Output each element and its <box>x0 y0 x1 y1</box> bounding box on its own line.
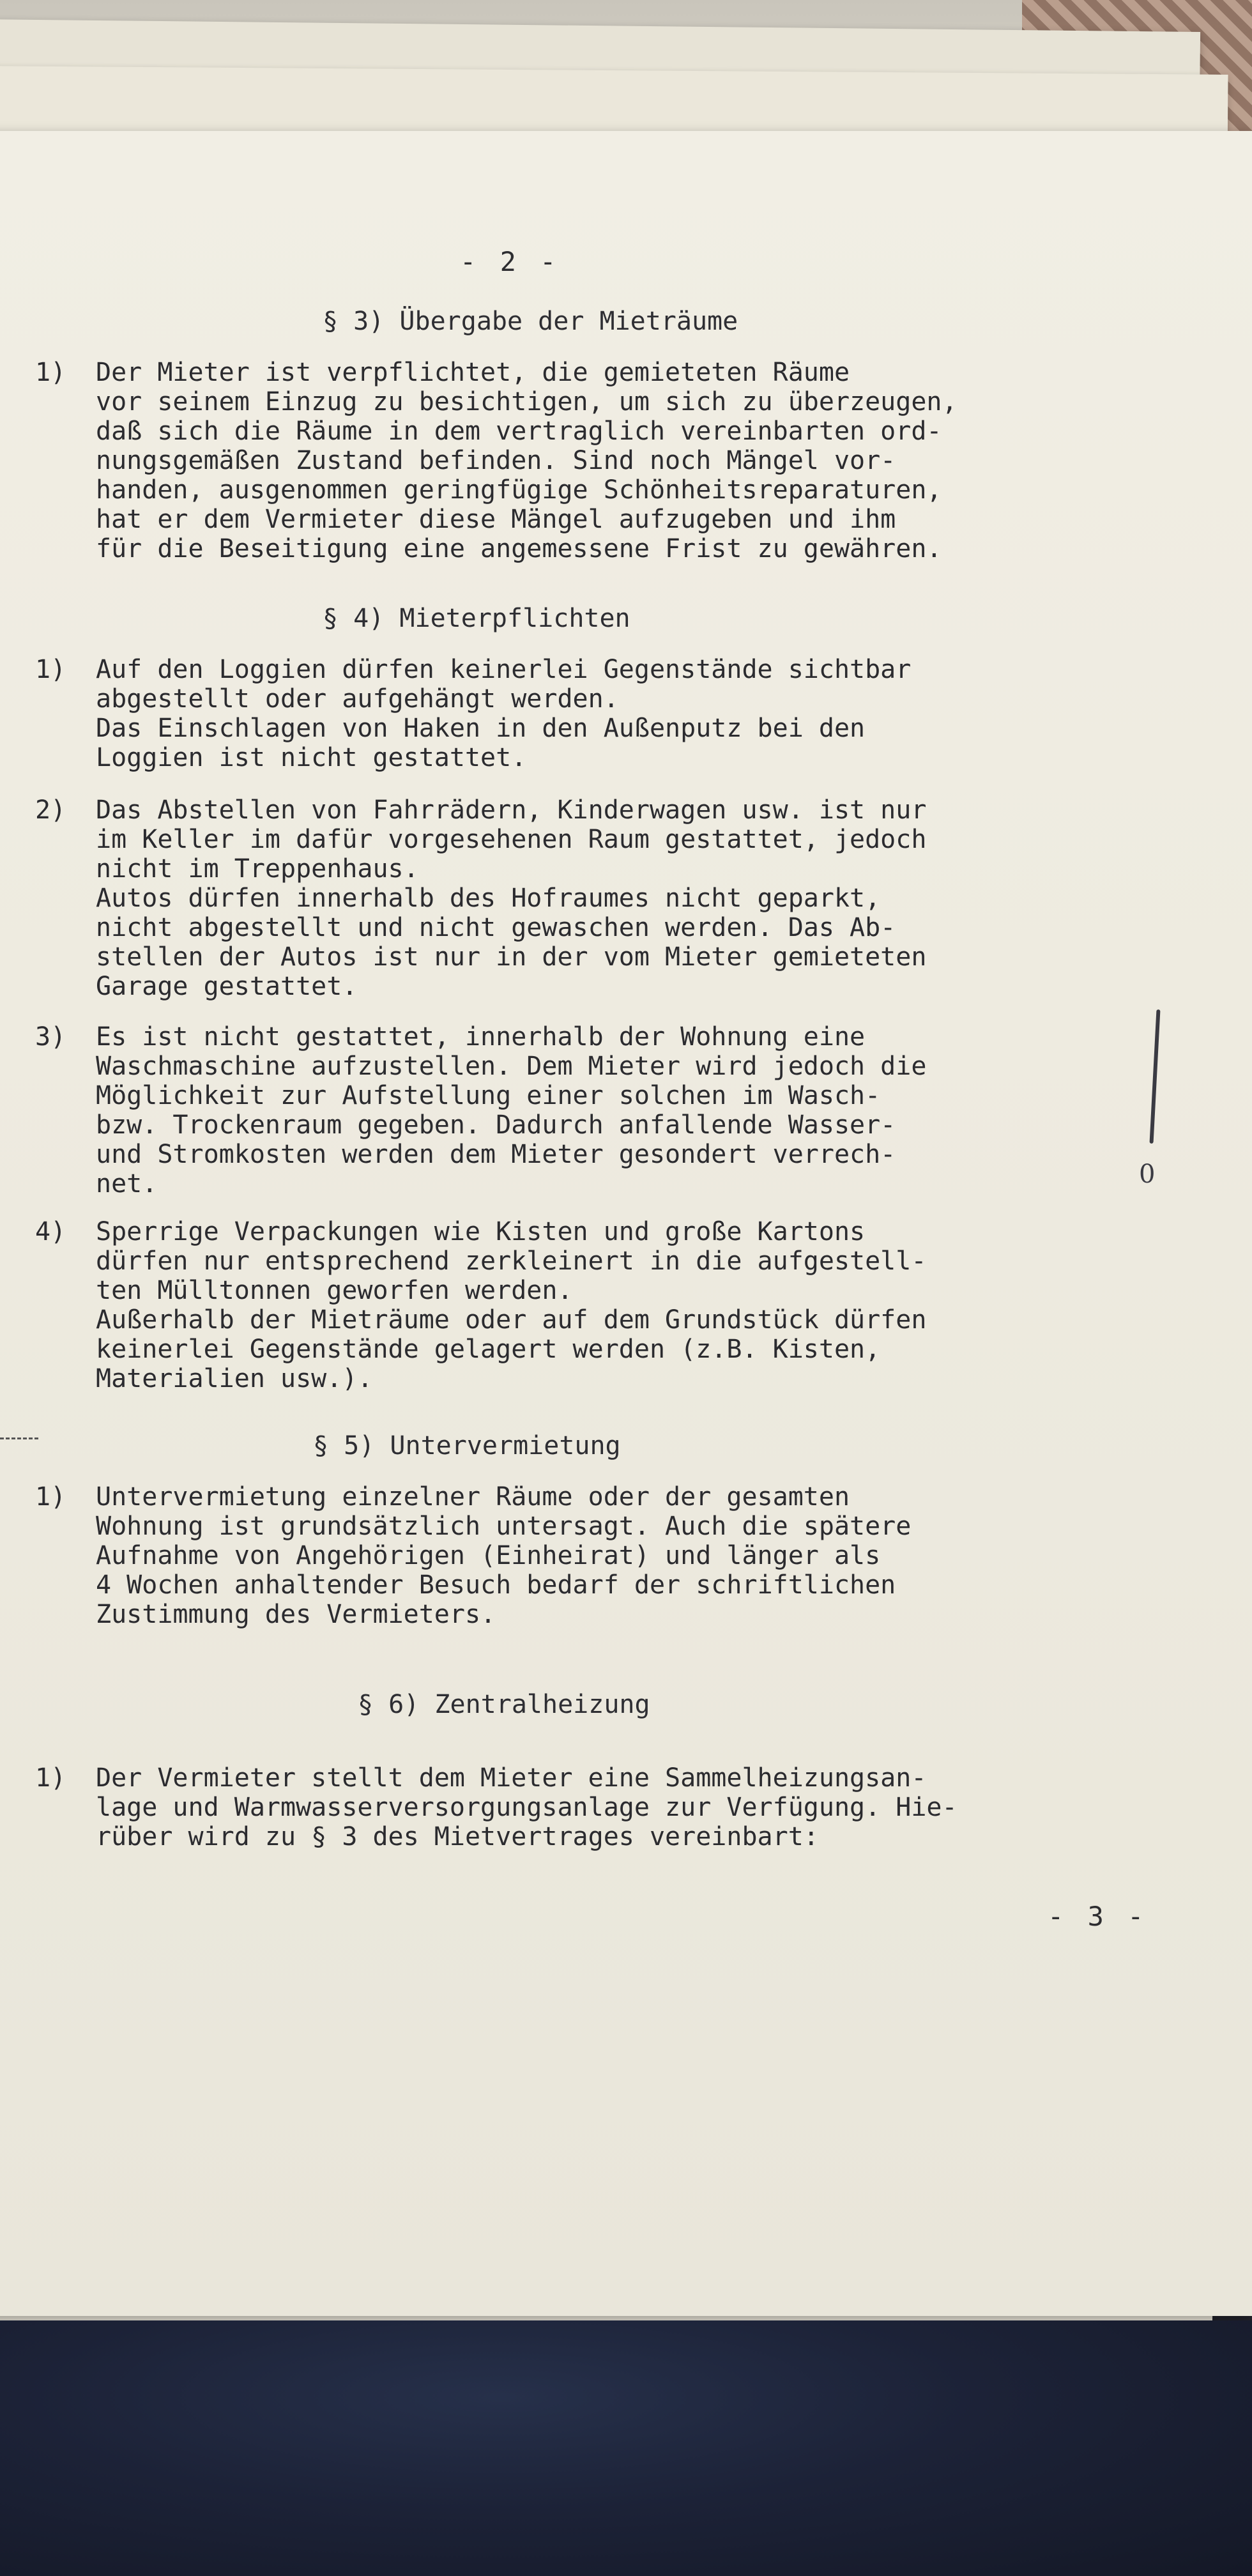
text-line: Wohnung ist grundsätzlich untersagt. Auch die spätere <box>96 1512 912 1541</box>
text-line: net. <box>96 1169 158 1199</box>
paragraph-4-3 <box>35 1022 1195 1199</box>
text-line: Möglichkeit zur Aufstellung einer solchen im Wasch- <box>96 1081 881 1110</box>
text-line: Materialien usw.). <box>96 1364 373 1393</box>
paragraph-5-1 <box>35 1482 1195 1629</box>
text-line: nungsgemäßen Zustand befinden. Sind noch Mängel vor- <box>96 446 896 475</box>
text-line: Sperrige Verpackungen wie Kisten und große Kartons <box>96 1217 866 1246</box>
text-line: hat er dem Vermieter diese Mängel aufzugeben und ihm <box>96 505 896 534</box>
text-line: stellen der Autos ist nur in der vom Mieter gemieteten <box>96 942 927 972</box>
text-line: keinerlei Gegenstände gelagert werden (z.B. Kisten, <box>96 1335 881 1364</box>
text-line: Der Mieter ist verpflichtet, die gemieteten Räume <box>96 358 850 387</box>
text-line: Loggien ist nicht gestattet. <box>96 743 527 772</box>
next-page-indicator: - 3 - <box>1048 1901 1148 1932</box>
text-line: lage und Warmwasserversorgungsanlage zur Verfügung. Hie- <box>96 1793 958 1822</box>
text-line: handen, ausgenommen geringfügige Schönheitsreparaturen, <box>96 475 942 505</box>
text-line: Das Einschlagen von Haken in den Außenputz bei den <box>96 714 866 743</box>
text-line: Es ist nicht gestattet, innerhalb der Wohnung eine <box>96 1022 866 1052</box>
text-line: Garage gestattet. <box>96 972 358 1001</box>
background-fabric-bottom <box>0 2320 1252 2576</box>
section-heading-6: § 6) Zentralheizung <box>358 1690 650 1719</box>
text-line: Außerhalb der Mieträume oder auf dem Grundstück dürfen <box>96 1305 927 1335</box>
text-line: 4 Wochen anhaltender Besuch bedarf der schriftlichen <box>96 1570 896 1600</box>
paragraph-number: 1) <box>35 655 66 684</box>
handwritten-margin-mark: 0 <box>1139 1160 1156 1189</box>
text-line: dürfen nur entsprechend zerkleinert in die aufgestell- <box>96 1246 927 1276</box>
text-line: nicht im Treppenhaus. <box>96 854 419 884</box>
text-line: ten Mülltonnen geworfen werden. <box>96 1276 573 1305</box>
section-heading-4: § 4) Mieterpflichten <box>323 604 630 633</box>
text-line: Autos dürfen innerhalb des Hofraumes nicht geparkt, <box>96 884 881 913</box>
paragraph-number: 4) <box>35 1217 66 1246</box>
paragraph-number: 1) <box>35 1763 66 1793</box>
page-number: - 2 - <box>460 246 560 277</box>
paragraph-4-4 <box>35 1217 1195 1393</box>
paragraph-4-1 <box>35 655 1195 772</box>
text-line: Zustimmung des Vermieters. <box>96 1600 496 1629</box>
text-line: nicht abgestellt und nicht gewaschen werden. Das Ab- <box>96 913 896 942</box>
paragraph-number: 3) <box>35 1022 66 1052</box>
margin-dash-mark <box>0 1438 38 1441</box>
text-line: Auf den Loggien dürfen keinerlei Gegenstände sichtbar <box>96 655 912 684</box>
text-line: rüber wird zu § 3 des Mietvertrages vereinbart: <box>96 1822 819 1851</box>
paragraph-3-1 <box>35 358 1195 564</box>
text-line: und Stromkosten werden dem Mieter gesondert verrech- <box>96 1140 896 1169</box>
text-line: Das Abstellen von Fahrrädern, Kinderwagen usw. ist nur <box>96 795 927 825</box>
text-line: Der Vermieter stellt dem Mieter eine Sammelheizungsan- <box>96 1763 927 1793</box>
paragraph-number: 2) <box>35 795 66 825</box>
section-heading-5: § 5) Untervermietung <box>313 1431 621 1460</box>
section-heading-3: § 3) Übergabe der Mieträume <box>323 307 738 336</box>
text-line: im Keller im dafür vorgesehenen Raum gestattet, jedoch <box>96 825 927 854</box>
text-line: vor seinem Einzug zu besichtigen, um sich zu überzeugen, <box>96 387 958 417</box>
text-line: für die Beseitigung eine angemessene Frist zu gewähren. <box>96 534 942 564</box>
text-line: bzw. Trockenraum gegeben. Dadurch anfallende Wasser- <box>96 1110 896 1140</box>
text-line: Aufnahme von Angehörigen (Einheirat) und länger als <box>96 1541 881 1570</box>
text-line: daß sich die Räume in dem vertraglich vereinbarten ord- <box>96 417 942 446</box>
text-line: Waschmaschine aufzustellen. Dem Mieter wird jedoch die <box>96 1052 927 1081</box>
paragraph-4-2 <box>35 795 1195 1001</box>
paragraph-number: 1) <box>35 358 66 387</box>
text-line: abgestellt oder aufgehängt werden. <box>96 684 619 714</box>
text-line: Untervermietung einzelner Räume oder der gesamten <box>96 1482 850 1512</box>
paragraph-number: 1) <box>35 1482 66 1512</box>
paragraph-6-1 <box>35 1763 1195 1851</box>
